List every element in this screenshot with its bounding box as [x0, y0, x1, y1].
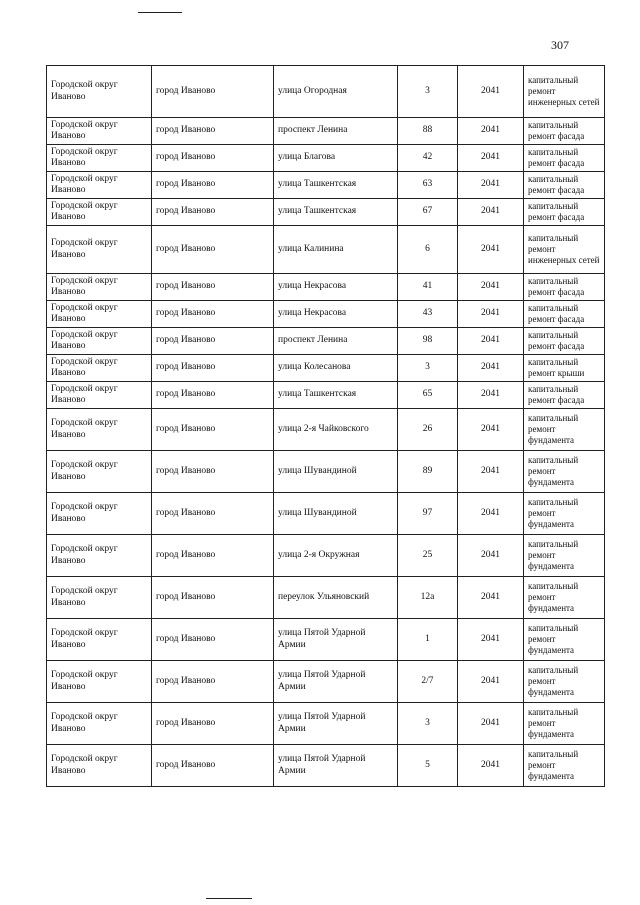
house-number-cell: 26 — [398, 409, 458, 451]
work-type-cell: капитальный ремонт фундамента — [524, 409, 605, 451]
table-row — [47, 493, 605, 535]
street-cell: улица Пятой Ударной Армии — [274, 661, 398, 703]
bottom-rule — [206, 898, 252, 899]
work-type-cell: капитальный ремонт фундамента — [524, 451, 605, 493]
street-cell: улица Пятой Ударной Армии — [274, 619, 398, 661]
city-cell: город Иваново — [152, 118, 274, 145]
year-cell: 2041 — [458, 172, 524, 199]
page-number: 307 — [551, 38, 569, 52]
work-type-cell: капитальный ремонт инженерных сетей — [524, 226, 605, 274]
work-type-cell: капитальный ремонт фундамента — [524, 535, 605, 577]
table-row — [47, 226, 605, 274]
house-number-cell: 25 — [398, 535, 458, 577]
district-cell: Городской округ Иваново — [47, 328, 152, 355]
district-cell: Городской округ Иваново — [47, 301, 152, 328]
table-row — [47, 382, 605, 409]
year-cell: 2041 — [458, 535, 524, 577]
district-cell: Городской округ Иваново — [47, 382, 152, 409]
district-cell: Городской округ Иваново — [47, 118, 152, 145]
year-cell: 2041 — [458, 355, 524, 382]
work-type-cell: капитальный ремонт инженерных сетей — [524, 66, 605, 118]
year-cell: 2041 — [458, 661, 524, 703]
city-cell: город Иваново — [152, 172, 274, 199]
work-type-cell: капитальный ремонт фасада — [524, 172, 605, 199]
district-cell: Городской округ Иваново — [47, 535, 152, 577]
year-cell: 2041 — [458, 226, 524, 274]
house-number-cell: 67 — [398, 199, 458, 226]
city-cell: город Иваново — [152, 66, 274, 118]
year-cell: 2041 — [458, 145, 524, 172]
district-cell: Городской округ Иваново — [47, 355, 152, 382]
street-cell: переулок Ульяновский — [274, 577, 398, 619]
city-cell: город Иваново — [152, 703, 274, 745]
house-number-cell: 1 — [398, 619, 458, 661]
year-cell: 2041 — [458, 301, 524, 328]
work-type-cell: капитальный ремонт фасада — [524, 274, 605, 301]
street-cell: улица Шувандиной — [274, 493, 398, 535]
work-type-cell: капитальный ремонт фасада — [524, 382, 605, 409]
house-number-cell: 6 — [398, 226, 458, 274]
street-cell: улица Колесанова — [274, 355, 398, 382]
district-cell: Городской округ Иваново — [47, 577, 152, 619]
street-cell: улица Пятой Ударной Армии — [274, 703, 398, 745]
district-cell: Городской округ Иваново — [47, 619, 152, 661]
district-cell: Городской округ Иваново — [47, 493, 152, 535]
city-cell: город Иваново — [152, 409, 274, 451]
house-number-cell: 3 — [398, 66, 458, 118]
street-cell: улица Благова — [274, 145, 398, 172]
street-cell: проспект Ленина — [274, 118, 398, 145]
house-number-cell: 5 — [398, 745, 458, 787]
work-type-cell: капитальный ремонт крыши — [524, 355, 605, 382]
house-number-cell: 41 — [398, 274, 458, 301]
house-number-cell: 3 — [398, 703, 458, 745]
city-cell: город Иваново — [152, 355, 274, 382]
street-cell: улица 2-я Окружная — [274, 535, 398, 577]
city-cell: город Иваново — [152, 619, 274, 661]
work-type-cell: капитальный ремонт фундамента — [524, 745, 605, 787]
house-number-cell: 89 — [398, 451, 458, 493]
work-type-cell: капитальный ремонт фундамента — [524, 493, 605, 535]
district-cell: Городской округ Иваново — [47, 145, 152, 172]
year-cell: 2041 — [458, 703, 524, 745]
house-number-cell: 97 — [398, 493, 458, 535]
table-row — [47, 66, 605, 118]
year-cell: 2041 — [458, 199, 524, 226]
repair-schedule-table — [46, 65, 605, 787]
work-type-cell: капитальный ремонт фасада — [524, 118, 605, 145]
year-cell: 2041 — [458, 274, 524, 301]
district-cell: Городской округ Иваново — [47, 66, 152, 118]
work-type-cell: капитальный ремонт фундамента — [524, 577, 605, 619]
year-cell: 2041 — [458, 619, 524, 661]
table-row — [47, 619, 605, 661]
city-cell: город Иваново — [152, 226, 274, 274]
year-cell: 2041 — [458, 577, 524, 619]
city-cell: город Иваново — [152, 577, 274, 619]
table-row — [47, 118, 605, 145]
street-cell: улица Некрасова — [274, 301, 398, 328]
table-row — [47, 172, 605, 199]
table-row — [47, 577, 605, 619]
house-number-cell: 43 — [398, 301, 458, 328]
table-row — [47, 274, 605, 301]
house-number-cell: 63 — [398, 172, 458, 199]
house-number-cell: 2/7 — [398, 661, 458, 703]
district-cell: Городской округ Иваново — [47, 409, 152, 451]
street-cell: улица Пятой Ударной Армии — [274, 745, 398, 787]
table-row — [47, 355, 605, 382]
city-cell: город Иваново — [152, 274, 274, 301]
year-cell: 2041 — [458, 451, 524, 493]
city-cell: город Иваново — [152, 493, 274, 535]
district-cell: Городской округ Иваново — [47, 451, 152, 493]
district-cell: Городской округ Иваново — [47, 199, 152, 226]
table-row — [47, 145, 605, 172]
street-cell: улица 2-я Чайковского — [274, 409, 398, 451]
district-cell: Городской округ Иваново — [47, 226, 152, 274]
district-cell: Городской округ Иваново — [47, 274, 152, 301]
top-rule — [138, 12, 182, 13]
year-cell: 2041 — [458, 66, 524, 118]
year-cell: 2041 — [458, 118, 524, 145]
house-number-cell: 98 — [398, 328, 458, 355]
street-cell: улица Ташкентская — [274, 382, 398, 409]
table-row — [47, 451, 605, 493]
table-row — [47, 703, 605, 745]
house-number-cell: 65 — [398, 382, 458, 409]
house-number-cell: 12а — [398, 577, 458, 619]
city-cell: город Иваново — [152, 145, 274, 172]
house-number-cell: 3 — [398, 355, 458, 382]
district-cell: Городской округ Иваново — [47, 745, 152, 787]
street-cell: улица Шувандиной — [274, 451, 398, 493]
work-type-cell: капитальный ремонт фундамента — [524, 703, 605, 745]
district-cell: Городской округ Иваново — [47, 172, 152, 199]
city-cell: город Иваново — [152, 745, 274, 787]
table-row — [47, 661, 605, 703]
city-cell: город Иваново — [152, 661, 274, 703]
work-type-cell: капитальный ремонт фасада — [524, 328, 605, 355]
work-type-cell: капитальный ремонт фасада — [524, 145, 605, 172]
table-row — [47, 409, 605, 451]
house-number-cell: 42 — [398, 145, 458, 172]
city-cell: город Иваново — [152, 382, 274, 409]
street-cell: улица Огородная — [274, 66, 398, 118]
work-type-cell: капитальный ремонт фасада — [524, 199, 605, 226]
city-cell: город Иваново — [152, 199, 274, 226]
district-cell: Городской округ Иваново — [47, 703, 152, 745]
district-cell: Городской округ Иваново — [47, 661, 152, 703]
house-number-cell: 88 — [398, 118, 458, 145]
street-cell: улица Некрасова — [274, 274, 398, 301]
work-type-cell: капитальный ремонт фундамента — [524, 661, 605, 703]
year-cell: 2041 — [458, 409, 524, 451]
table-row — [47, 535, 605, 577]
table-row — [47, 301, 605, 328]
city-cell: город Иваново — [152, 301, 274, 328]
table-row — [47, 745, 605, 787]
year-cell: 2041 — [458, 493, 524, 535]
city-cell: город Иваново — [152, 451, 274, 493]
city-cell: город Иваново — [152, 535, 274, 577]
table-row — [47, 199, 605, 226]
year-cell: 2041 — [458, 328, 524, 355]
street-cell: улица Калинина — [274, 226, 398, 274]
street-cell: улица Ташкентская — [274, 172, 398, 199]
table-row — [47, 328, 605, 355]
year-cell: 2041 — [458, 745, 524, 787]
year-cell: 2041 — [458, 382, 524, 409]
work-type-cell: капитальный ремонт фундамента — [524, 619, 605, 661]
street-cell: улица Ташкентская — [274, 199, 398, 226]
city-cell: город Иваново — [152, 328, 274, 355]
street-cell: проспект Ленина — [274, 328, 398, 355]
work-type-cell: капитальный ремонт фасада — [524, 301, 605, 328]
